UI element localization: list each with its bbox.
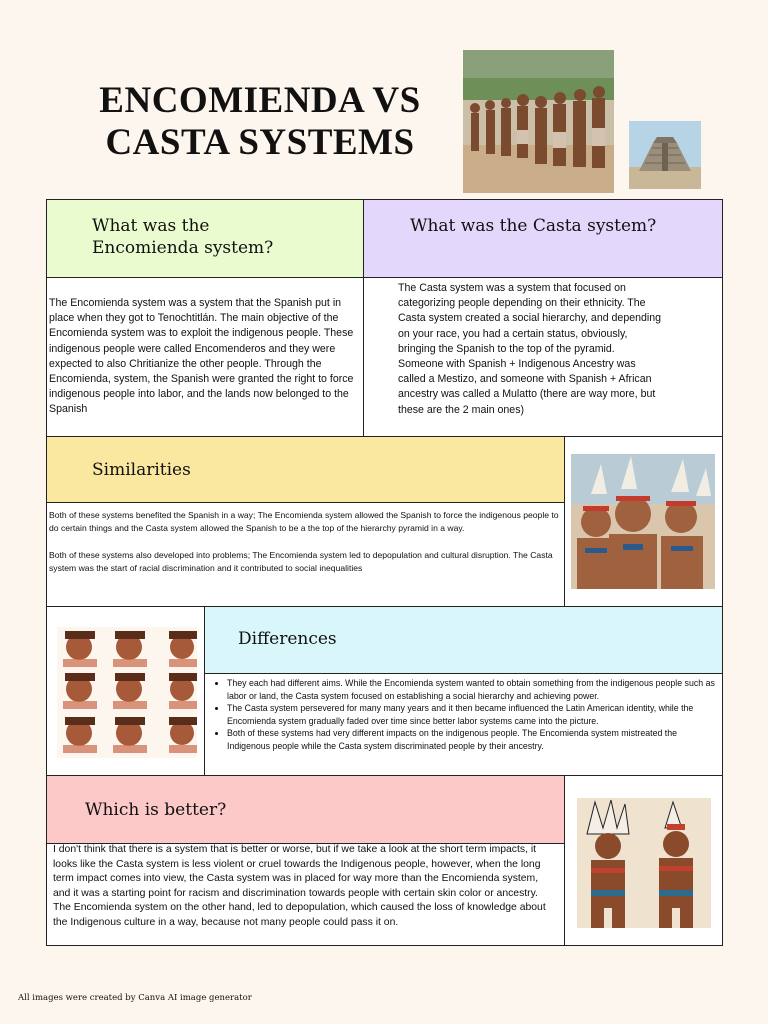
differences-text-box [204, 673, 723, 776]
differences-heading: Differences [238, 629, 337, 649]
similarities-heading-box [46, 436, 565, 503]
warriors-image [577, 798, 711, 928]
encomienda-heading-box [46, 199, 364, 278]
title-line-2: CASTA SYSTEMS [105, 122, 415, 163]
better-heading: Which is better? [85, 800, 227, 820]
page-title [60, 80, 460, 164]
differences-heading-box [204, 606, 723, 674]
similarities-paragraph-2: Both of these systems also developed into problems; The Encomienda system led to depopulation and cultural disruption. The Casta system was the start of racial discrimination and it contributed to social inequalities [49, 549, 553, 574]
differences-item: • They each had different aims. While the Encomienda system wanted to obtain something from the indigenous people such as labor or land, the Casta system focused on establishing a social hierarchy and achieving power. [227, 677, 719, 702]
better-image-box [564, 775, 723, 946]
similarities-heading: Similarities [92, 460, 191, 480]
encomienda-text-box [46, 277, 364, 437]
laborers-image [463, 50, 614, 193]
encomienda-heading-line-2: Encomienda system? [92, 238, 274, 258]
similarities-paragraph-1: Both of these systems benefited the Spanish in a way; The Encomienda system allowed the Spanish to force the indigenous people to do certain things and the Casta system allowed the Spanish to be a the top of the hierarchy pyramid in a way. [49, 510, 559, 534]
encomienda-heading [92, 215, 273, 259]
title-line-1: ENCOMIENDA VS [99, 80, 421, 121]
differences-image-box [46, 606, 205, 776]
chiefs-image [571, 454, 715, 589]
better-heading-box [46, 775, 565, 844]
similarities-text-box [46, 502, 565, 607]
casta-heading: What was the Casta system? [410, 216, 657, 236]
better-text-box [46, 843, 565, 946]
casta-text: The Casta system was a system that focused on categorizing people depending on their ethnicity. The Casta system created a social hierarchy, and depending on your race, you had a certain status, obviously, bringing the Spanish to the top of the pyramid. Someone with Spanish + Indigenous Ancestry was called a Mestizo, and someone with Spanish + African ancestry was called a Mulatto (there are way more, but these are the 2 main ones) [398, 282, 662, 416]
differences-list [205, 677, 719, 753]
differences-item: • Both of these systems had very different impacts on the indigenous people. The Encomienda system mistreated the Indigenous people while the Casta system discriminated people by their ancestry. [227, 727, 719, 752]
differences-item: • The Casta system persevered for many many years and it then became influenced the Latin American identity, while the Encomienda system gradually faded over time since better labor systems came into the picture. [227, 702, 719, 727]
footer-credit: All images were created by Canva AI image generator [18, 993, 252, 1003]
similarities-text [49, 509, 563, 576]
encomienda-heading-line-1: What was the [92, 216, 210, 236]
portraits-grid-image [57, 627, 197, 758]
encomienda-text: The Encomienda system was a system that the Spanish put in place when they got to Tenochtitlán. The main objective of the Encomienda system was to exploit the indigenous people. These indigenous people were called Encomenderos and they were expected to also Chritianize the other people. Through the Encomienda, system, the Spanish were granted the right to force indigenous people into labor, and the lands now belonged to the Spanish [49, 297, 354, 416]
similarities-image-box [564, 436, 723, 607]
casta-text-box [363, 277, 723, 437]
better-text: I don't think that there is a system that is better or worse, but if we take a look at the short term impacts, it looks like the Casta system is less violent or cruel towards the Indigenous people, however, when the long term impact comes into view, the Casta system was in placed for way more than the Encomienda system, and it was a starting point for racism and discrimination towards people with certain skin color or ancestry. The Encomienda system on the other hand, led to depopulation, which caused the loss of knowledge about the Indigenous culture in a way, because not many people could pass it on. [53, 844, 546, 928]
pyramid-image [629, 121, 701, 189]
casta-heading-box [363, 199, 723, 278]
